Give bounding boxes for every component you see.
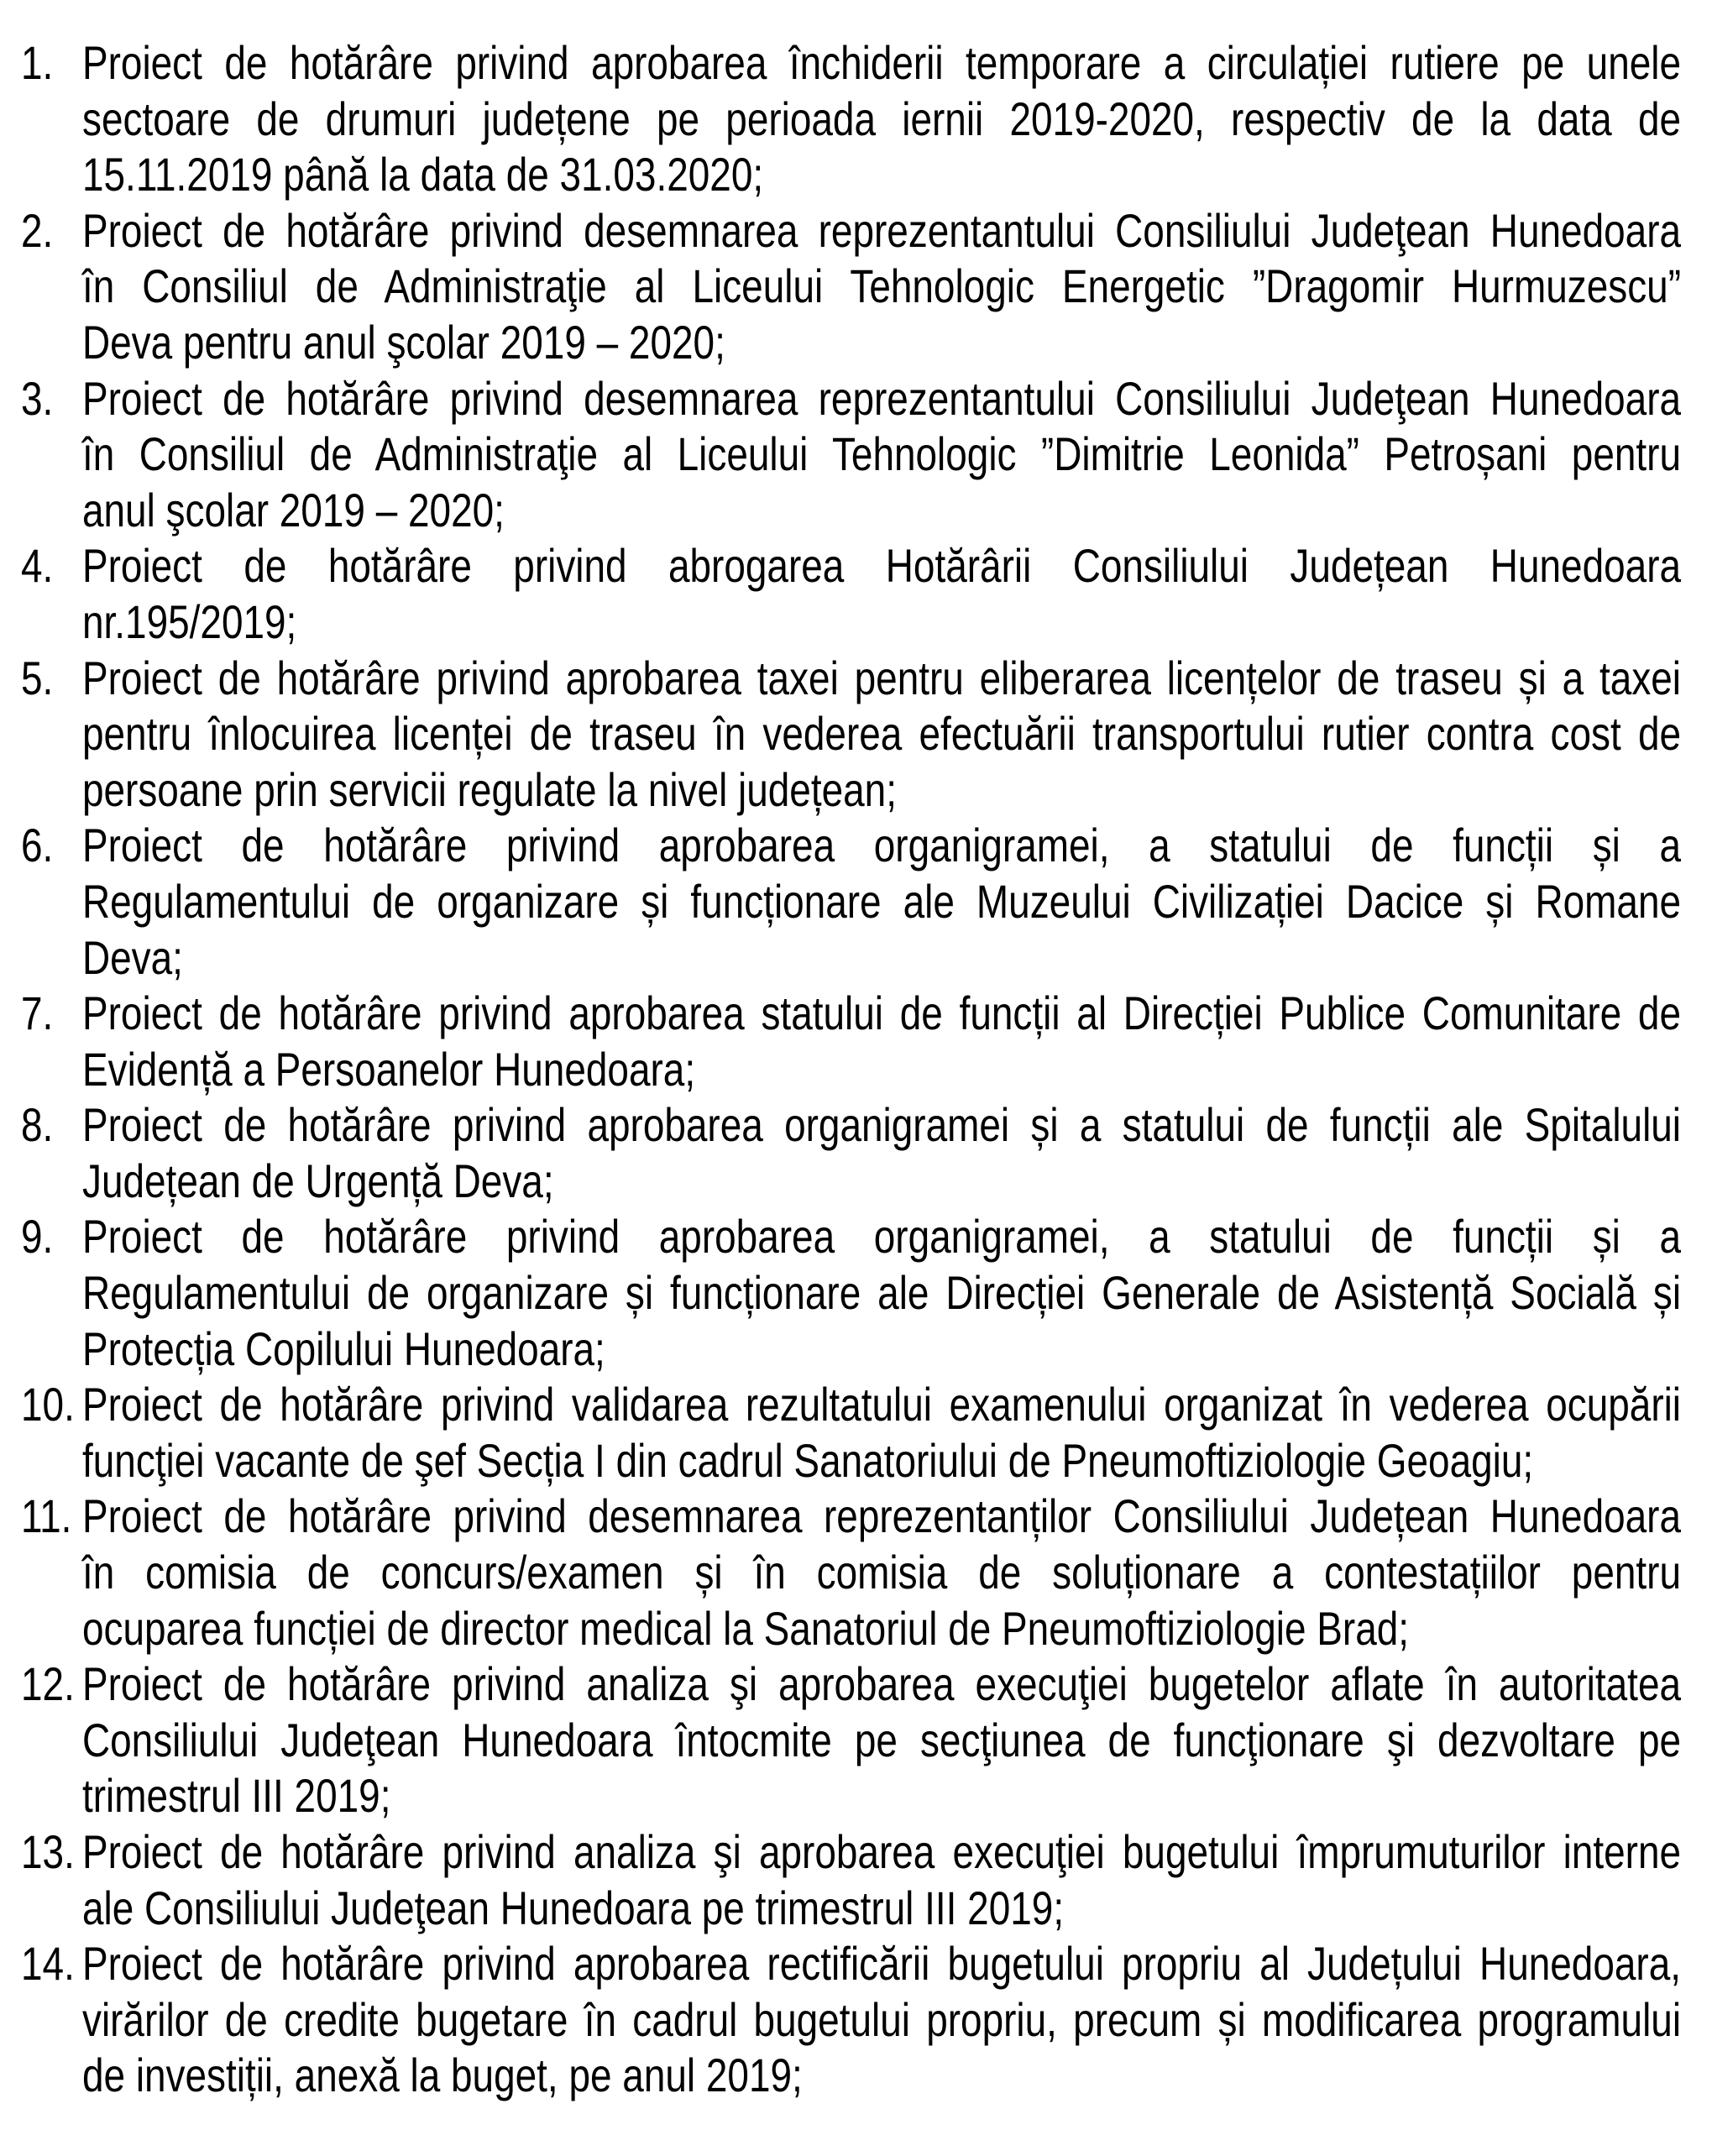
item-number: 10. [21,1378,75,1431]
item-line: funcţiei vacante de şef Secția I din cadrul Sanatoriului de Pneumoftiziologie Geoagiu; [81,1433,1534,1487]
list-item [21,1097,1681,1209]
item-number: 7. [21,986,54,1040]
item-text [82,1209,1681,1377]
item-line: trimestrul III 2019; [81,1769,391,1823]
document-page [0,35,1712,2156]
item-text [82,371,1681,539]
item-number: 9. [21,1210,54,1264]
item-line: Proiect de hotărâre privind analiza şi aprobarea execuţiei bugetelor aflate în autoritatea [81,1657,1682,1711]
item-text [82,1377,1681,1489]
item-line: Proiect de hotărâre privind aprobarea rectificării bugetului propriu al Județului Hunedoara, [81,1937,1682,1991]
item-text [82,986,1681,1097]
item-line: Proiect de hotărâre privind aprobarea taxei pentru eliberarea licențelor de traseu și a taxei [81,651,1682,704]
item-line: Proiect de hotărâre privind abrogarea Hotărârii Consiliului Județean Hunedoara [81,539,1682,593]
item-line: Proiect de hotărâre privind desemnarea reprezentantului Consiliului Judeţean Hunedoara [81,203,1682,257]
list-item [21,1936,1681,2104]
item-text [82,818,1681,986]
list-item [21,818,1681,986]
item-line: în Consiliul de Administraţie al Liceului Tehnologic ”Dimitrie Leonida” Petroșani pentru [81,427,1682,481]
item-line: Regulamentului de organizare și funcționare ale Muzeului Civilizației Dacice și Romane [81,874,1682,928]
item-line: pentru înlocuirea licenței de traseu în vederea efectuării transportului rutier contra cost de [81,707,1682,761]
item-number: 5. [21,651,54,704]
item-text [82,1656,1681,1824]
item-line: Proiect de hotărâre privind analiza şi aprobarea execuţiei bugetului împrumuturilor interne [81,1825,1682,1878]
item-line: Proiect de hotărâre privind desemnarea reprezentantului Consiliului Judeţean Hunedoara [81,371,1682,425]
item-number: 3. [21,371,54,425]
item-text [82,1097,1681,1209]
item-number: 6. [21,819,54,872]
item-text [82,651,1681,819]
item-line: 15.11.2019 până la data de 31.03.2020; [81,148,764,201]
item-line: Deva pentru anul şcolar 2019 – 2020; [81,315,725,369]
item-line: Regulamentului de organizare și funcționare ale Direcției Generale de Asistență Socială și [81,1266,1682,1320]
list-item [21,651,1681,819]
list-item [21,1489,1681,1656]
item-number: 8. [21,1098,54,1152]
item-number: 11. [21,1489,72,1543]
item-line: ocuparea funcției de director medical la Sanatoriul de Pneumoftiziologie Brad; [81,1601,1410,1655]
item-line: Proiect de hotărâre privind aprobarea statului de funcții al Direcției Publice Comunitare de [81,986,1682,1040]
item-line: Evidență a Persoanelor Hunedoara; [81,1042,696,1096]
item-text [82,1824,1681,1936]
item-text [82,35,1681,203]
item-line: sectoare de drumuri județene pe perioada iernii 2019-2020, respectiv de la data de [81,92,1682,145]
item-line: anul şcolar 2019 – 2020; [81,483,505,536]
item-line: Proiect de hotărâre privind desemnarea reprezentanților Consiliului Județean Hunedoara [81,1489,1682,1543]
item-text [82,203,1681,371]
agenda-ordered-list [21,35,1681,2104]
item-number: 4. [21,539,54,593]
list-item [21,1209,1681,1377]
list-item [21,371,1681,539]
item-line: Consiliului Judeţean Hunedoara întocmite pe secţiunea de funcţionare şi dezvoltare pe [81,1713,1682,1766]
item-line: nr.195/2019; [81,594,297,648]
item-number: 14. [21,1937,75,1991]
item-number: 1. [21,36,54,89]
item-line: Protecția Copilului Hunedoara; [81,1321,605,1375]
item-number: 12. [21,1657,75,1711]
item-line: Proiect de hotărâre privind validarea rezultatului examenului organizat în vederea ocupării [81,1378,1682,1431]
item-line: virărilor de credite bugetare în cadrul bugetului propriu, precum și modificarea programului [81,1992,1682,2046]
list-item [21,1377,1681,1489]
list-item [21,35,1681,203]
item-line: în comisia de concurs/examen și în comisia de soluționare a contestațiilor pentru [81,1546,1682,1599]
list-item [21,1824,1681,1936]
item-number: 2. [21,203,54,257]
item-line: Județean de Urgență Deva; [81,1154,554,1207]
item-line: Proiect de hotărâre privind aprobarea organigramei și a statului de funcții ale Spitalului [81,1098,1682,1152]
item-text [82,1936,1681,2104]
item-text [82,538,1681,650]
list-item [21,538,1681,650]
item-number: 13. [21,1825,75,1878]
item-line: persoane prin servicii regulate la nivel județean; [81,762,897,816]
item-line: Proiect de hotărâre privind aprobarea organigramei, a statului de funcții și a [81,1210,1682,1264]
item-line: ale Consiliului Judeţean Hunedoara pe trimestrul III 2019; [81,1881,1065,1934]
item-text [82,1489,1681,1656]
list-item [21,1656,1681,1824]
item-line: Proiect de hotărâre privind aprobarea organigramei, a statului de funcții și a [81,819,1682,872]
item-line: Deva; [81,930,183,984]
list-item [21,203,1681,371]
item-line: Proiect de hotărâre privind aprobarea închiderii temporare a circulației rutiere pe unele [81,36,1682,89]
item-line: de investiții, anexă la buget, pe anul 2019; [81,2049,803,2102]
item-line: în Consiliul de Administraţie al Liceului Tehnologic Energetic ”Dragomir Hurmuzescu” [81,259,1682,313]
list-item [21,986,1681,1097]
